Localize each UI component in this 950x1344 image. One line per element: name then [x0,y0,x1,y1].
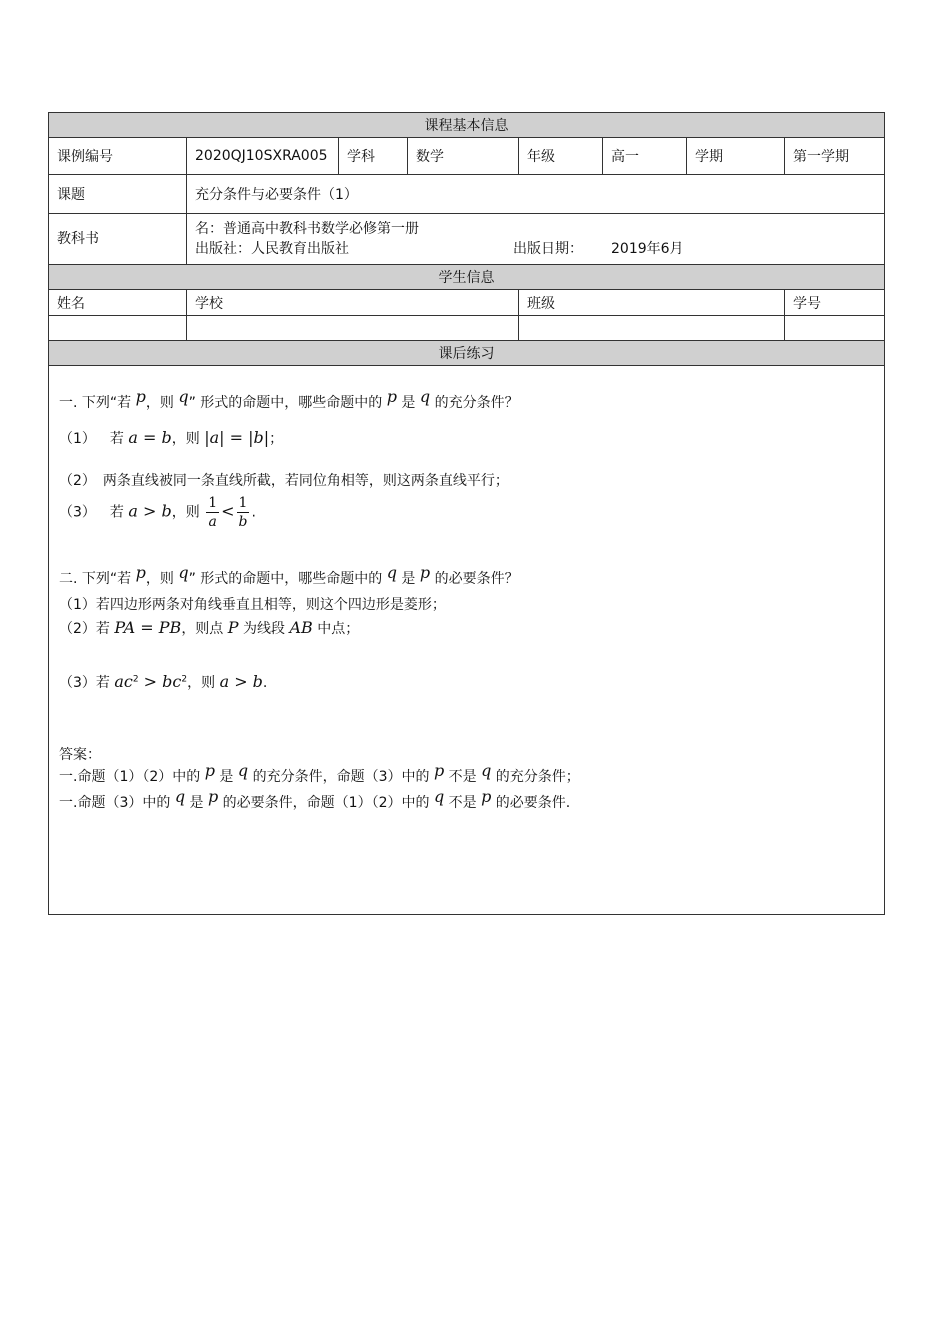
school-label: 学校 [187,290,519,316]
book-info [187,214,885,265]
subject-label: 学科 [339,138,408,175]
worksheet [48,112,884,915]
id-field[interactable] [785,316,885,341]
question-1-item-3: （3） 若 a > b，则 $\frac{1}{a}$ < $\frac{1}{b}$ . [59,495,256,530]
term-value: 第一学期 [785,138,885,175]
fraction-1-over-b: $\frac{1}{b}$ [238,495,248,530]
exercise-header: 课后练习 [49,341,885,366]
question-2: 二. 下列“若 p，则 q” 形式的命题中，哪些命题中的 q 是 p 的必要条件？ [59,563,519,587]
name-label: 姓名 [49,290,187,316]
grade-value: 高一 [603,138,687,175]
class-field[interactable] [519,316,785,341]
course-info-header: 课程基本信息 [49,113,885,138]
book-publisher-line [195,239,884,259]
pubdate-value: 2019年6月 [611,241,684,257]
code-value: 2020QJ10SXRA005 [187,138,339,175]
question-2-item-3: （3）若 $ac^2 > bc^2$，则 a > b. [59,672,268,691]
question-1: 一. 下列“若 p，则 q” 形式的命题中，哪些命题中的 p 是 q 的充分条件？ [59,387,519,411]
exercise-body [49,366,885,915]
question-2-item-1: （1）若四边形两条对角线垂直且相等，则这个四边形是菱形； [59,597,446,613]
question-1-item-2: （2） 两条直线被同一条直线所截，若同位角相等，则这两条直线平行； [59,473,509,489]
answer-1: 一.命题（1）（2）中的 p 是 q 的充分条件，命题（3）中的 p 不是 q 的充分条件； [59,761,580,785]
grade-label: 年级 [519,138,603,175]
class-label: 班级 [519,290,785,316]
topic-label: 课题 [49,175,187,214]
name-field[interactable] [49,316,187,341]
book-label: 教科书 [49,214,187,265]
pubdate-label: 出版日期： [513,241,583,257]
code-label: 课例编号 [49,138,187,175]
book-publisher: 出版社：人民教育出版社 [195,241,349,257]
school-field[interactable] [187,316,519,341]
topic-value: 充分条件与必要条件（1） [187,175,885,214]
info-table [48,112,885,915]
subject-value: 数学 [408,138,519,175]
term-label: 学期 [687,138,785,175]
question-2-item-2: （2）若 PA = PB，则点 P 为线段 AB 中点； [59,618,360,637]
question-1-item-1: （1） 若 a = b，则 |a| = |b|； [59,428,284,447]
student-info-header: 学生信息 [49,265,885,290]
answer-label: 答案： [59,747,101,763]
answer-2: 一.命题（3）中的 q 是 p 的必要条件，命题（1）（2）中的 q 不是 p 的必要条件. [59,787,571,811]
book-name: 名：普通高中教科书数学必修第一册 [195,221,419,237]
id-label: 学号 [785,290,885,316]
fraction-1-over-a: $\frac{1}{a}$ [208,495,218,530]
